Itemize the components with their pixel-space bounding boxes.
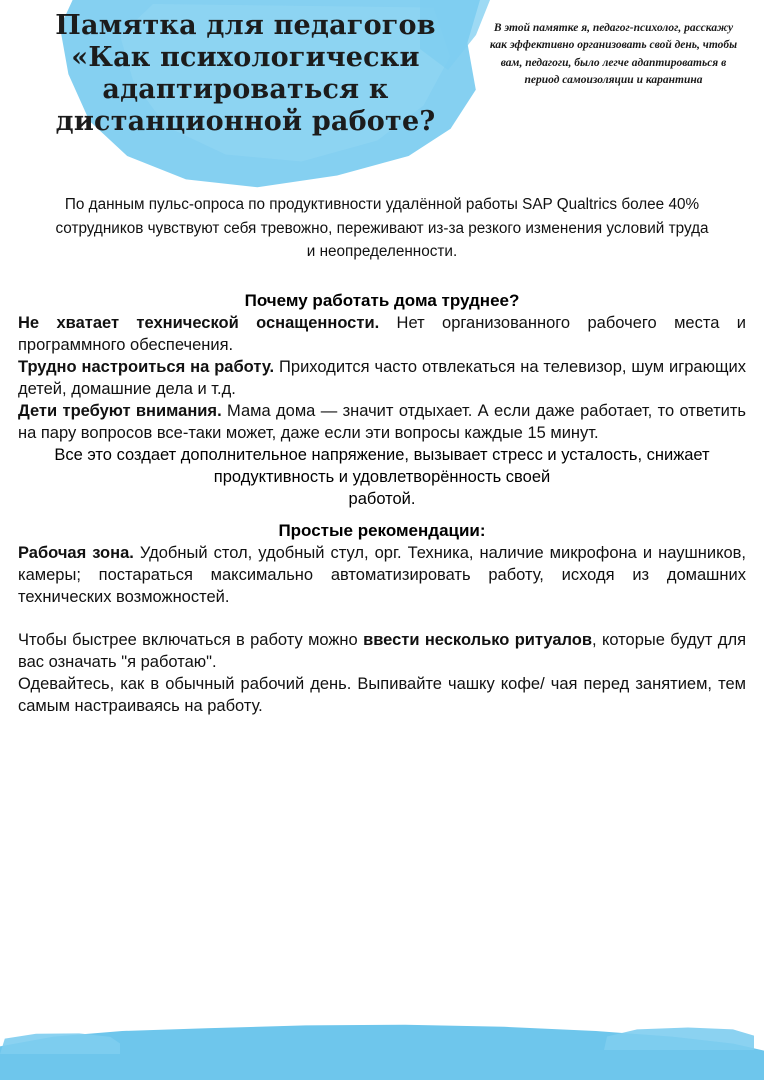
reason-item-2-text: Приходится часто отвлекаться на телевизор, шум играющих детей, домашние дела и т.д. — [18, 358, 746, 398]
page-title: Памятка для педагогов «Как психологически адаптироваться к дистанционной работе? — [55, 10, 436, 137]
reason-item-2-bold: Трудно настроиться на работу. — [18, 358, 275, 377]
section-heading-recommendations: Простые рекомендации: — [278, 520, 486, 540]
reason-item-2 — [18, 357, 746, 401]
ritual-text-bold: ввести несколько ритуалов — [363, 631, 593, 650]
header — [18, 0, 746, 137]
reason-item-3-bold: Дети требуют внимания. — [18, 401, 222, 420]
recommendation-item-1-text: Удобный стол, удобный стул, орг. Техника, наличие микрофона и наушников, камеры; постараться максимально автоматизировать работу, исходя из домашних технических возможностей. — [18, 543, 747, 606]
ritual-paragraph — [18, 630, 746, 674]
reason-item-1-bold: Не хватает технической оснащенности. — [18, 314, 380, 333]
reason-item-1 — [18, 313, 746, 357]
recommendation-item-1 — [18, 543, 746, 609]
decorative-brush-bottom-light — [30, 1032, 730, 1080]
why-conclusion: Все это создает дополнительное напряжение, вызывает стресс и усталость, снижает продуктивность и удовлетворённость своей — [54, 445, 710, 486]
section-heading-why: Почему работать дома труднее? — [244, 291, 520, 311]
intro-block — [473, 6, 746, 89]
recommendation-item-1-bold: Рабочая зона. — [18, 543, 134, 562]
decorative-brush-bottom-left — [0, 1032, 120, 1054]
reason-item-3 — [18, 401, 746, 445]
decorative-brush-bottom — [0, 985, 764, 1080]
ritual-text-after: , которые будут для вас означать "я работаю". — [18, 631, 747, 672]
decorative-brush-bottom-main — [0, 1010, 764, 1080]
title-block — [18, 6, 473, 137]
why-conclusion-tail: работой. — [348, 489, 416, 508]
ritual-extra-paragraph: Одевайтесь, как в обычный рабочий день. Выпивайте чашку кофе/ чая перед занятием, тем самым настраиваясь на работу. — [18, 675, 746, 716]
ritual-text-before: Чтобы быстрее включаться в работу можно — [18, 631, 364, 650]
decorative-brush-bottom-right — [604, 1026, 754, 1050]
intro-note: В этой памятке я, педагог-психолог, расскажу как эффективно организовать свой день, чтобы вам, педагоги, было легче адаптироваться в период самоизоляции и карантина — [489, 22, 738, 86]
reason-item-1-text: Нет организованного рабочего места и программного обеспечения. — [18, 314, 746, 355]
lead-paragraph: По данным пульс-опроса по продуктивности удалённой работы SAP Qualtrics более 40% сотрудников чувствуют себя тревожно, переживают из-за резкого изменения условий труда и неопределенности. — [55, 196, 709, 260]
reason-item-3-text: Мама дома — значит отдыхает. А если даже работает, то ответить на пару вопросов все-таки может, даже если эти вопросы каждые 15 минут. — [18, 401, 746, 442]
